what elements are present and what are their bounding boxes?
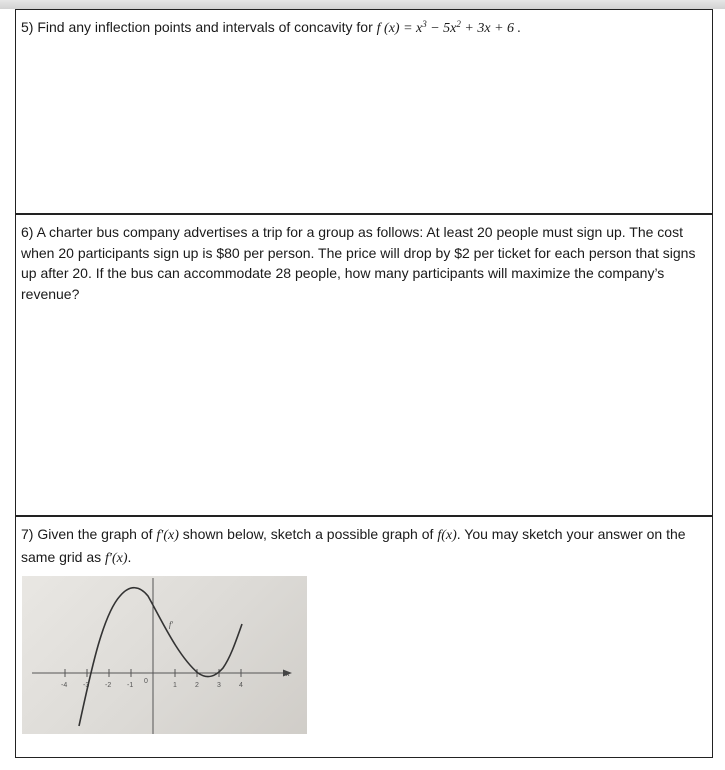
tick-label: -3: [83, 682, 90, 689]
tick-label: 1: [173, 682, 177, 689]
exponent-2: 2: [456, 19, 461, 29]
origin-label: 0: [144, 678, 148, 685]
tick-label: -4: [61, 682, 68, 689]
tick-label: 4: [239, 682, 243, 689]
tick-label: 3: [217, 682, 221, 689]
tick-label: -2: [105, 682, 112, 689]
question-7-box: [15, 516, 713, 758]
fprime-symbol-2: f′(x): [105, 550, 128, 566]
question-5-function: [377, 21, 521, 36]
curve-label: f′: [169, 620, 173, 629]
function-middle: − 5x: [426, 21, 457, 36]
question-5-box: [15, 9, 713, 214]
function-lhs: f (x) = x: [376, 21, 423, 36]
fprime-symbol: f′(x): [156, 528, 179, 543]
question-7-part4: .: [127, 548, 132, 565]
derivative-graph: [22, 576, 307, 734]
question-5-prompt: 5) Find any inflection points and intervals of concavity for: [21, 19, 377, 35]
question-6-text: 6) A charter bus company advertises a trip for a group as follows: At least 20 people must sign up. The cost when 20 participants sign up is $80 per person. The price will drop by $2 per ticket for each person that signs up after 20. If the bus can accommodate 28 people, how many participants will maximize the company’s revenue?: [21, 224, 696, 302]
exponent-3: 3: [422, 19, 427, 29]
function-tail: + 3x + 6 .: [460, 21, 522, 36]
tick-label: -1: [127, 682, 134, 689]
f-prime-curve: [79, 588, 242, 726]
tick-label: 2: [195, 682, 199, 689]
question-7-part1: 7) Given the graph of: [21, 526, 157, 542]
question-6-box: [15, 214, 713, 516]
window-top-bar: [0, 0, 725, 9]
question-7-text: [21, 524, 708, 569]
question-7-part3: . You may sketch your answer on the same grid as: [21, 526, 686, 565]
x-axis-label: x: [286, 669, 290, 678]
derivative-graph-photo: [22, 576, 307, 734]
question-5-text: [21, 17, 708, 40]
f-symbol: f(x): [437, 528, 457, 543]
question-7-part2: shown below, sketch a possible graph of: [178, 526, 438, 542]
